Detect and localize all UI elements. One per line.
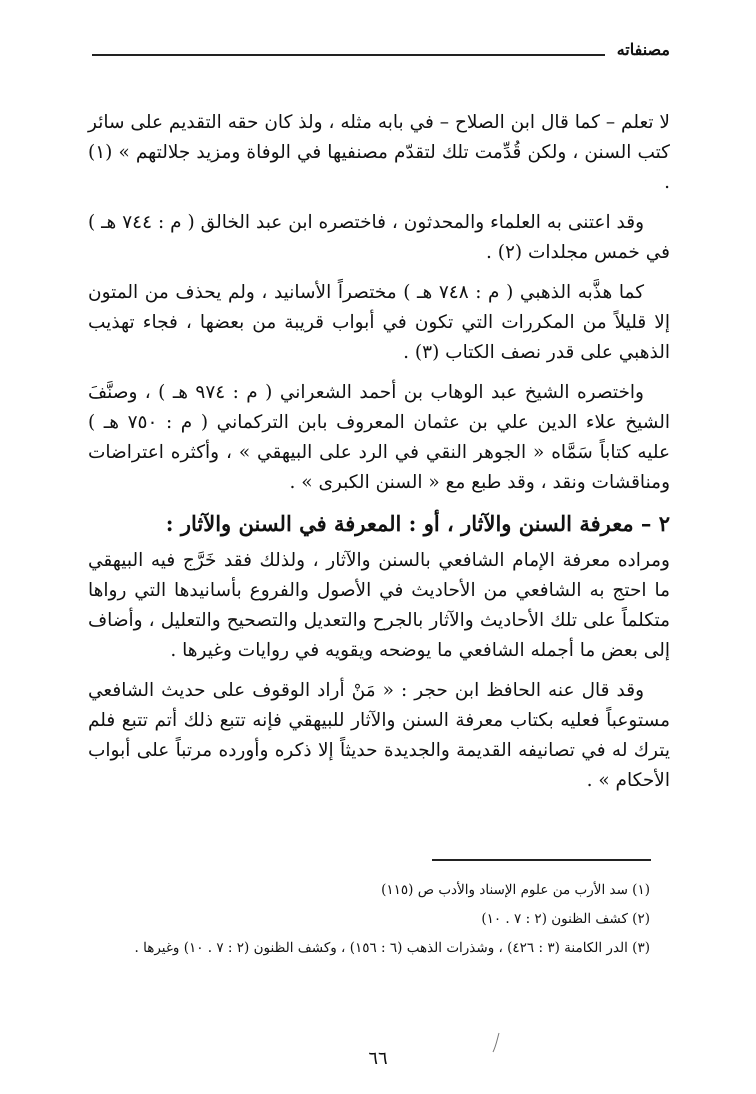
section-paragraph-1: ومراده معرفة الإمام الشافعي بالسنن والآثار ، ولذلك فقد خَرَّج فيه البيهقي ما احتج به الشافعي من الأحاديث في الأصول والفروع بأسانيدها التي رواها متكلماً على تلك الأحاديث والآثار بالجرح والتعديل والتصحيح والتعليل ، وأضاف إلى بعض ما أجمله الشافعي ما يوضحه ويقويه في روايات وغيرها . [88,550,670,661]
footnote-3: (٣) الدر الكامنة (٣ : ٤٢٦) ، وشذرات الذهب (٦ : ١٥٦) ، وكشف الظنون (٢ : ٧ . ١٠) وغيرها . [134,940,650,956]
main-text [88,108,670,806]
section-heading: ٢ – معرفة السنن والآثار ، أو : المعرفة في السنن والآثار : [165,511,670,536]
paragraph-2: وقد اعتنى به العلماء والمحدثون ، فاختصره ابن عبد الخالق ( م : ٧٤٤ هـ ) في خمس مجلدات (٢) . [88,212,670,263]
page-number: ٦٦ [368,1048,388,1069]
section-paragraph-2: وقد قال عنه الحافظ ابن حجر : « مَنْ أراد الوقوف على حديث الشافعي مستوعباً فعليه بكتاب معرفة السنن والآثار للبيهقي فإنه تتبع ذلك أتم تتبع فلم يترك له في تصانيفه القديمة والجديدة حديثاً إلا ذكره وأورده مرتباً على أبواب الأحكام » . [88,680,670,791]
footnote-rule [432,859,651,861]
paragraph-1: لا تعلم – كما قال ابن الصلاح – في بابه مثله ، ولذ كان حقه التقديم على سائر كتب السنن ، ولكن قُدِّمت تلك لتقدّم مصنفيها في الوفاة ومزيد جلالتهم » (١) . [88,112,670,193]
footnotes [86,876,650,963]
header-rule [92,54,605,56]
paragraph-3: كما هذَّبه الذهبي ( م : ٧٤٨ هـ ) مختصراً الأسانيد ، ولم يحذف من المتون إلا قليلاً من المكررات التي تكون في أبواب قريبة من بعضها ، فجاء تهذيب الذهبي على قدر نصف الكتاب (٣) . [88,282,670,363]
footnote-1: (١) سد الأرب من علوم الإسناد والأدب ص (١١٥) [381,882,650,898]
footnote-2: (٢) كشف الظنون (٢ : ٧ . ١٠) [481,911,650,927]
running-head: مصنفاته [616,40,670,59]
paragraph-4: واختصره الشيخ عبد الوهاب بن أحمد الشعراني ( م : ٩٧٤ هـ ) ، وصنَّفَ الشيخ علاء الدين علي بن عثمان المعروف بابن التركماني ( م : ٧٥٠ هـ ) عليه كتاباً سَمَّاه « الجوهر النقي في الرد على البيهقي » ، وأكثره اعتراضات ومناقشات ونقد ، وقد طبع مع « السنن الكبرى » . [88,382,671,493]
